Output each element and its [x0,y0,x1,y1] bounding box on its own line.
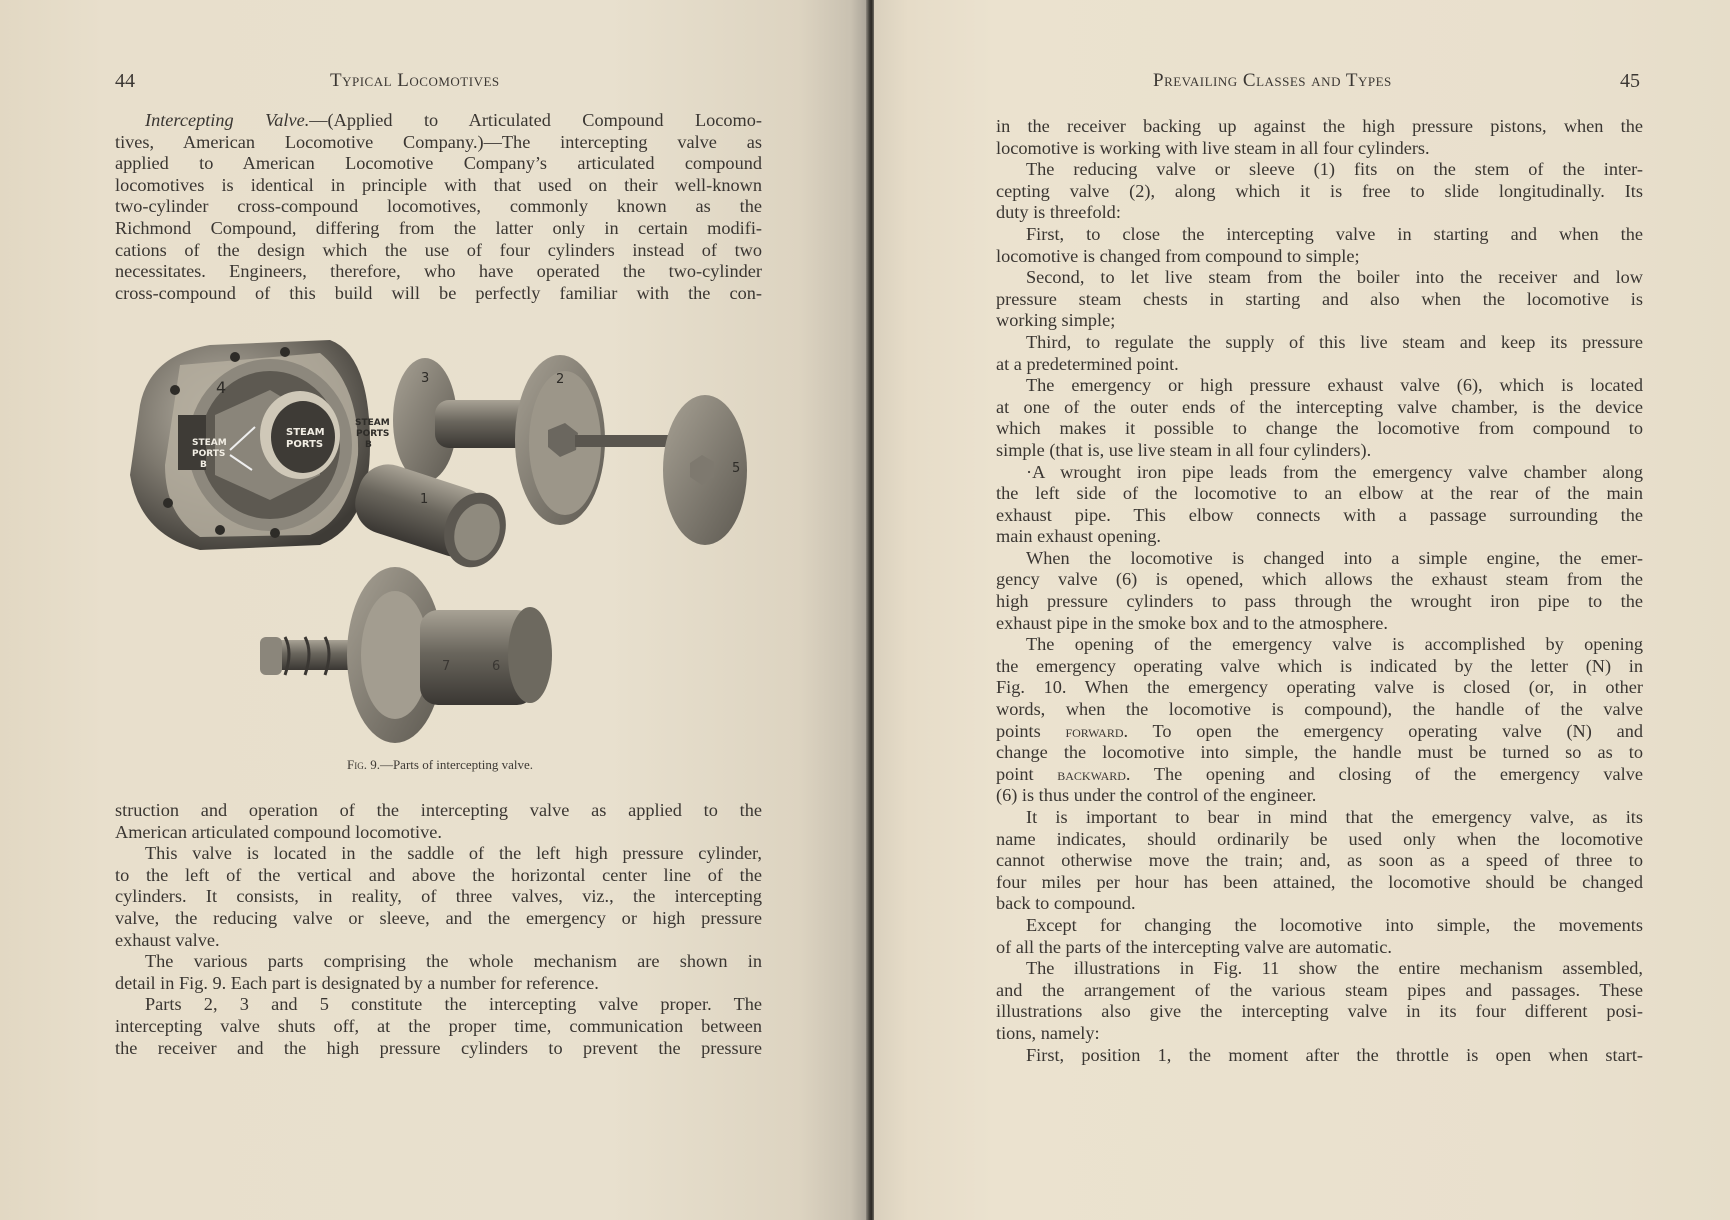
text-fragment: . The opening and closing of the emergency valve [1125,763,1643,784]
text-line [996,138,1643,160]
text-fragment: This valve is located in the saddle of the left high pressure cylinder, [145,843,762,864]
text-fragment: tives, American Locomotive Company.)—The intercepting valve as [115,131,762,152]
text-line [115,865,762,887]
left-text-bottom [115,800,762,1059]
text-fragment: The opening of the emergency valve is accomplished by opening [1026,634,1643,655]
text-fragment: exhaust pipe. This elbow connects with a passage surrounding the [996,504,1643,525]
text-line [996,591,1643,613]
text-line [996,699,1643,721]
text-fragment: of all the parts of the intercepting valve are automatic. [996,936,1392,957]
running-head-left: Typical Locomotives [330,70,500,91]
svg-text:3: 3 [421,371,430,386]
text-fragment: the left side of the locomotive to an elbow at the rear of the main [996,483,1643,504]
text-line [996,807,1643,829]
text-line [115,973,762,995]
text-fragment: (6) is thus under the control of the engineer. [996,785,1317,806]
text-line [996,375,1643,397]
text-fragment: main exhaust opening. [996,526,1162,547]
text-fragment: Parts 2, 3 and 5 constitute the intercepting valve proper. The [145,994,762,1015]
text-line [996,980,1643,1002]
text-fragment: duty is threefold: [996,202,1121,223]
text-line [996,656,1643,678]
text-line [996,310,1643,332]
text-fragment: detail in Fig. 9. Each part is designated by a number for reference. [115,972,599,993]
text-fragment: It is important to bear in mind that the emergency valve, as its [1026,807,1643,827]
page-number-left: 44 [115,70,135,92]
text-fragment: locomotive is working with live steam in all four cylinders. [996,137,1430,158]
text-line [996,159,1643,181]
small-caps-term: forward [1065,721,1124,741]
svg-text:4: 4 [216,378,227,397]
figure-caption-number: Fig. 9. [346,757,380,772]
text-line [996,181,1643,203]
text-line [996,548,1643,570]
text-fragment: The illustrations in Fig. 11 show the entire mechanism assembled, [1026,958,1643,979]
figure-caption-text: —Parts of intercepting valve. [379,757,534,772]
text-fragment: First, to close the intercepting valve in starting and when the [1026,223,1643,244]
text-line [996,677,1643,699]
text-fragment: When the locomotive is changed into a simple engine, the emer- [1026,547,1643,568]
svg-text:7: 7 [442,659,451,674]
text-fragment: which makes it possible to change the locomotive from compound to [996,418,1643,439]
running-head-right: Prevailing Classes and Types [1153,70,1392,91]
text-line [115,822,762,844]
text-line [115,800,762,822]
parts-6-7-emergency-valve [260,567,552,743]
text-line [996,267,1643,289]
right-page [874,0,1730,1220]
text-fragment: cepting valve (2), along which it is free to slide longitudinally. Its [996,180,1643,201]
text-line [115,283,762,305]
right-text [996,116,1643,1066]
text-line [115,240,762,262]
text-line [996,116,1643,138]
text-line [996,764,1643,786]
text-fragment: back to compound. [996,893,1136,914]
steam-ports-b-label: STEAM PORTS B [355,418,390,450]
text-line [996,634,1643,656]
svg-text:STEAM PORTS: STEAM PORTS B [192,438,227,470]
text-line [996,289,1643,311]
svg-text:6: 6 [492,659,501,674]
text-fragment: simple (that is, use live steam in all four cylinders). [996,439,1372,460]
text-fragment: valve, the reducing valve or sleeve, and the emergency or high pressure [115,907,762,928]
text-line [115,110,762,132]
figure-9-intercepting-valve-parts [120,325,760,765]
text-fragment: in the receiver backing up against the high pressure pistons, when the [996,116,1643,136]
text-fragment: at a predetermined point. [996,353,1179,374]
text-fragment: two-cylinder cross-compound locomotives, commonly known as the [115,196,762,217]
text-fragment: points [996,720,1066,741]
text-line [996,829,1643,851]
text-fragment: words, when the locomotive is compound), the handle of the valve [996,699,1643,720]
text-fragment: Except for changing the locomotive into simple, the movements [1026,914,1643,935]
text-line [996,613,1643,635]
text-line [996,332,1643,354]
text-fragment: cannot otherwise move the train; and, as soon as a speed of three to [996,850,1643,871]
text-line [996,440,1643,462]
text-fragment: Richmond Compound, differing from the latter only in certain modifi- [115,217,762,238]
text-line [996,742,1643,764]
svg-text:STEAM PORTS: STEAM PORTS [286,427,325,450]
text-fragment: working simple; [996,310,1116,331]
text-fragment: . To open the emergency operating valve (N) and [1123,720,1643,741]
text-fragment: four miles per hour has been attained, the locomotive should be changed [996,871,1643,892]
text-fragment: Second, to let live steam from the boiler into the receiver and low [1026,267,1643,288]
text-fragment: change the locomotive into simple, the handle must be turned so as to [996,742,1643,763]
text-fragment: tions, namely: [996,1022,1100,1043]
figure-caption [120,757,760,773]
text-line [996,462,1643,484]
text-fragment: necessitates. Engineers, therefore, who have operated the two-cylinder [115,261,762,282]
text-line [996,569,1643,591]
text-fragment: locomotives is identical in principle with that used on their well-known [115,174,762,195]
text-line [115,994,762,1016]
intercepting-valve-parts-illustration [120,325,760,765]
text-fragment: illustrations also give the intercepting valve in its four different posi- [996,1001,1643,1022]
text-line [996,483,1643,505]
text-fragment: Fig. 10. When the emergency operating valve is closed (or, in other [996,677,1643,698]
text-line [996,937,1643,959]
text-line [996,872,1643,894]
text-fragment: exhaust valve. [115,929,220,950]
svg-text:2: 2 [556,372,565,387]
left-text-top [115,110,762,304]
text-fragment: at one of the outer ends of the intercepting valve chamber, is the device [996,396,1643,417]
text-fragment: cations of the design which the use of four cylinders instead of two [115,239,762,260]
text-fragment: the emergency operating valve which is indicated by the letter (N) in [996,655,1643,676]
text-line [996,785,1643,807]
text-fragment: the receiver and the high pressure cylinders to prevent the pressure [115,1037,762,1058]
text-fragment: American articulated compound locomotive. [115,821,442,842]
text-fragment: exhaust pipe in the smoke box and to the atmosphere. [996,612,1388,633]
text-line [996,505,1643,527]
text-line [996,1045,1643,1067]
text-line [115,132,762,154]
text-line [996,721,1643,743]
text-line [996,418,1643,440]
text-line [996,915,1643,937]
text-fragment: gency valve (6) is opened, which allows the exhaust steam from the [996,569,1643,590]
text-fragment: pressure steam chests in starting and also when the locomotive is [996,288,1643,309]
text-fragment: intercepting valve shuts off, at the proper time, communication between [115,1015,762,1036]
text-line [996,246,1643,268]
text-line [996,893,1643,915]
text-line [115,908,762,930]
text-line [996,526,1643,548]
text-fragment: high pressure cylinders to pass through the wrought iron pipe to the [996,591,1643,612]
text-fragment: point [996,763,1058,784]
text-line [996,397,1643,419]
text-fragment: ·A wrought iron pipe leads from the emergency valve chamber along [1026,461,1643,482]
text-line [115,218,762,240]
text-fragment: cylinders. It consists, in reality, of three valves, viz., the intercepting [115,886,762,907]
part-4-housing [130,340,370,550]
text-fragment: struction and operation of the intercepting valve as applied to the [115,800,762,820]
text-line [115,1016,762,1038]
small-caps-term: backward [1057,764,1126,784]
text-fragment: —(Applied to Articulated Compound Locomo- [309,110,762,130]
text-line [115,843,762,865]
text-line [115,1038,762,1060]
text-line [996,1001,1643,1023]
text-line [115,886,762,908]
page-number-right: 45 [1620,70,1640,92]
text-fragment: First, position 1, the moment after the throttle is open when start- [1026,1044,1643,1065]
text-line [996,958,1643,980]
text-line [115,153,762,175]
text-fragment: Third, to regulate the supply of this live steam and keep its pressure [1026,331,1643,352]
text-line [996,354,1643,376]
text-line [996,202,1643,224]
text-line [996,1023,1643,1045]
text-line [996,224,1643,246]
text-fragment: cross-compound of this build will be perfectly familiar with the con- [115,282,762,303]
text-fragment: The various parts comprising the whole mechanism are shown in [145,951,762,972]
text-fragment: applied to American Locomotive Company’s articulated compound [115,153,762,174]
text-fragment: name indicates, should ordinarily be used only when the locomotive [996,828,1643,849]
text-fragment: and the arrangement of the various steam pipes and passages. These [996,979,1643,1000]
text-line [115,175,762,197]
text-fragment: The reducing valve or sleeve (1) fits on the stem of the inter- [1026,159,1643,180]
text-line [996,850,1643,872]
text-line [115,930,762,952]
svg-text:5: 5 [732,461,741,476]
text-fragment: The emergency or high pressure exhaust valve (6), which is located [1026,375,1643,396]
text-fragment: to the left of the vertical and above the horizontal center line of the [115,864,762,885]
text-fragment: locomotive is changed from compound to simple; [996,245,1360,266]
text-line [115,196,762,218]
text-line [115,951,762,973]
section-heading-italic: Intercepting Valve. [145,110,310,130]
svg-text:1: 1 [420,492,429,507]
text-line [115,261,762,283]
